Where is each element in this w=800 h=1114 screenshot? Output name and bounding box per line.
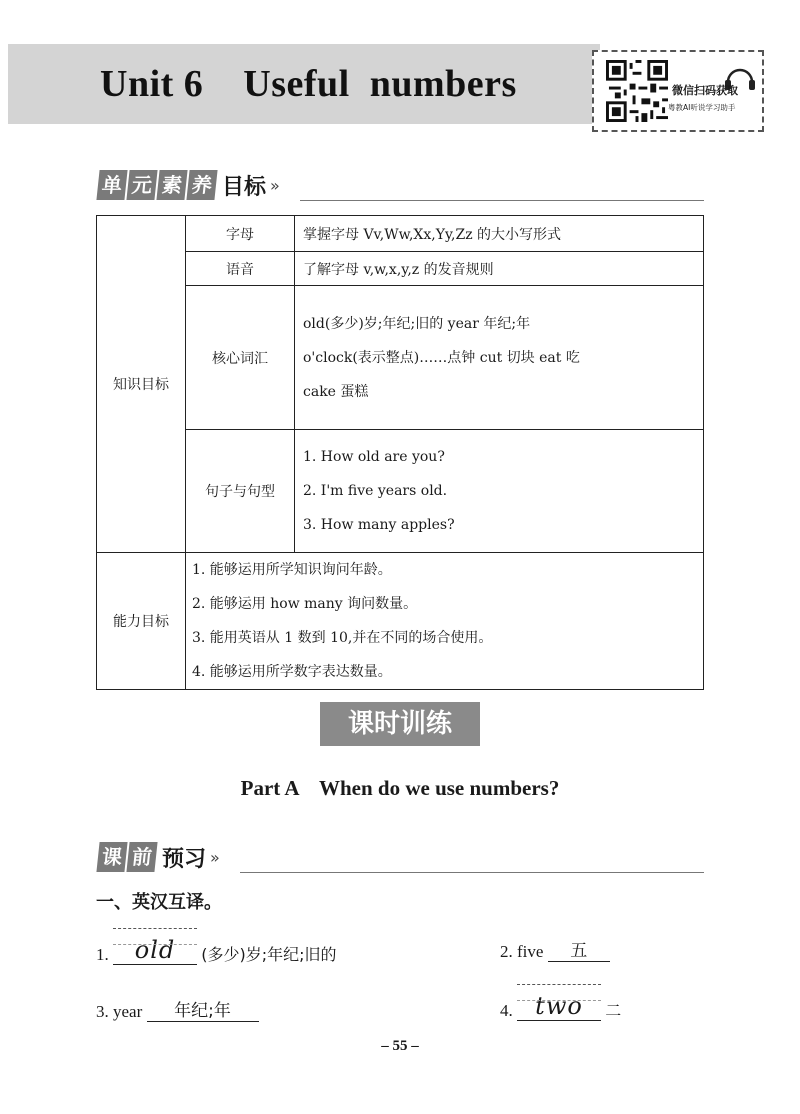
item-number: 2. five xyxy=(500,942,544,961)
item-number: 3. year xyxy=(96,1002,143,1021)
page-number: – 55 – xyxy=(381,1038,419,1054)
qr-label: 微信扫码获取 xyxy=(672,84,738,97)
answer-blank[interactable] xyxy=(113,936,197,965)
row-content-sentences xyxy=(295,430,704,553)
item-number: 1. xyxy=(96,945,109,964)
goals-section-heading xyxy=(98,168,280,202)
double-arrow-icon: » xyxy=(210,847,220,867)
part-title: Part A When do we use numbers? xyxy=(240,776,560,800)
item-suffix: 二 xyxy=(605,1001,622,1020)
section-divider xyxy=(300,200,704,201)
double-arrow-icon: » xyxy=(270,175,280,195)
preview-section-heading xyxy=(98,840,220,874)
section-divider xyxy=(240,872,704,873)
sentence-line: 2. I'm five years old. xyxy=(303,483,448,499)
lesson-training-banner: 课时训练 xyxy=(320,702,480,746)
preview-title: 预习 xyxy=(162,846,207,872)
qr-code-icon xyxy=(606,60,668,122)
item-suffix: (多少)岁;年纪;旧的 xyxy=(201,945,337,964)
item-number: 4. xyxy=(500,1001,513,1020)
qr-sublabel: 粤教AI听说学习助手 xyxy=(668,103,736,112)
vocab-line: old(多少)岁;年纪;旧的 year 年纪;年 xyxy=(303,315,531,332)
answer-blank[interactable] xyxy=(517,992,601,1021)
unit-title: Unit 6 Useful numbers xyxy=(100,63,517,105)
row-content-phonics: 了解字母 v,w,x,y,z 的发音规则 xyxy=(295,252,704,286)
handwritten-answer: two xyxy=(535,992,583,1020)
preview-tag-char: 前 xyxy=(126,842,157,872)
ability-line: 4. 能够运用所学数字表达数量。 xyxy=(192,664,392,680)
preview-tag-char: 课 xyxy=(96,842,127,872)
exercise-item-3 xyxy=(96,996,259,1022)
ability-line: 2. 能够运用 how many 询问数量。 xyxy=(192,596,418,612)
goals-table xyxy=(96,215,704,690)
vocab-line: o'clock(表示整点)……点钟 cut 切块 eat 吃 xyxy=(303,349,580,366)
goals-tag-char: 养 xyxy=(186,170,217,200)
qr-code-panel[interactable] xyxy=(592,50,764,132)
goals-tag-char: 素 xyxy=(156,170,187,200)
goals-tag-char: 元 xyxy=(126,170,157,200)
row-content-vocabulary xyxy=(295,286,704,430)
vocab-line: cake 蛋糕 xyxy=(303,383,369,400)
answer-blank[interactable]: 年纪;年 xyxy=(147,996,259,1022)
exercise-title: 一、英汉互译。 xyxy=(96,892,222,913)
handwritten-answer: old xyxy=(134,936,176,964)
goals-title: 目标 xyxy=(222,174,267,200)
knowledge-goal-label: 知识目标 xyxy=(97,216,186,553)
ability-line: 1. 能够运用所学知识询问年龄。 xyxy=(192,562,392,578)
exercise-item-4 xyxy=(500,992,621,1021)
answer-blank[interactable]: 五 xyxy=(548,936,610,962)
goals-tag-char: 单 xyxy=(96,170,127,200)
ability-line: 3. 能用英语从 1 数到 10,并在不同的场合使用。 xyxy=(192,630,493,646)
ability-goal-label: 能力目标 xyxy=(97,553,186,690)
row-content-letters: 掌握字母 Vv,Ww,Xx,Yy,Zz 的大小写形式 xyxy=(295,216,704,252)
sentence-line: 3. How many apples? xyxy=(303,517,455,533)
exercise-item-1 xyxy=(96,936,337,965)
exercise-item-2 xyxy=(500,936,610,962)
row-label-letters: 字母 xyxy=(186,216,295,252)
ability-goal-content xyxy=(186,553,704,690)
row-label-phonics: 语音 xyxy=(186,252,295,286)
sentence-line: 1. How old are you? xyxy=(303,449,445,465)
row-label-vocabulary: 核心词汇 xyxy=(186,286,295,430)
row-label-sentences: 句子与句型 xyxy=(186,430,295,553)
